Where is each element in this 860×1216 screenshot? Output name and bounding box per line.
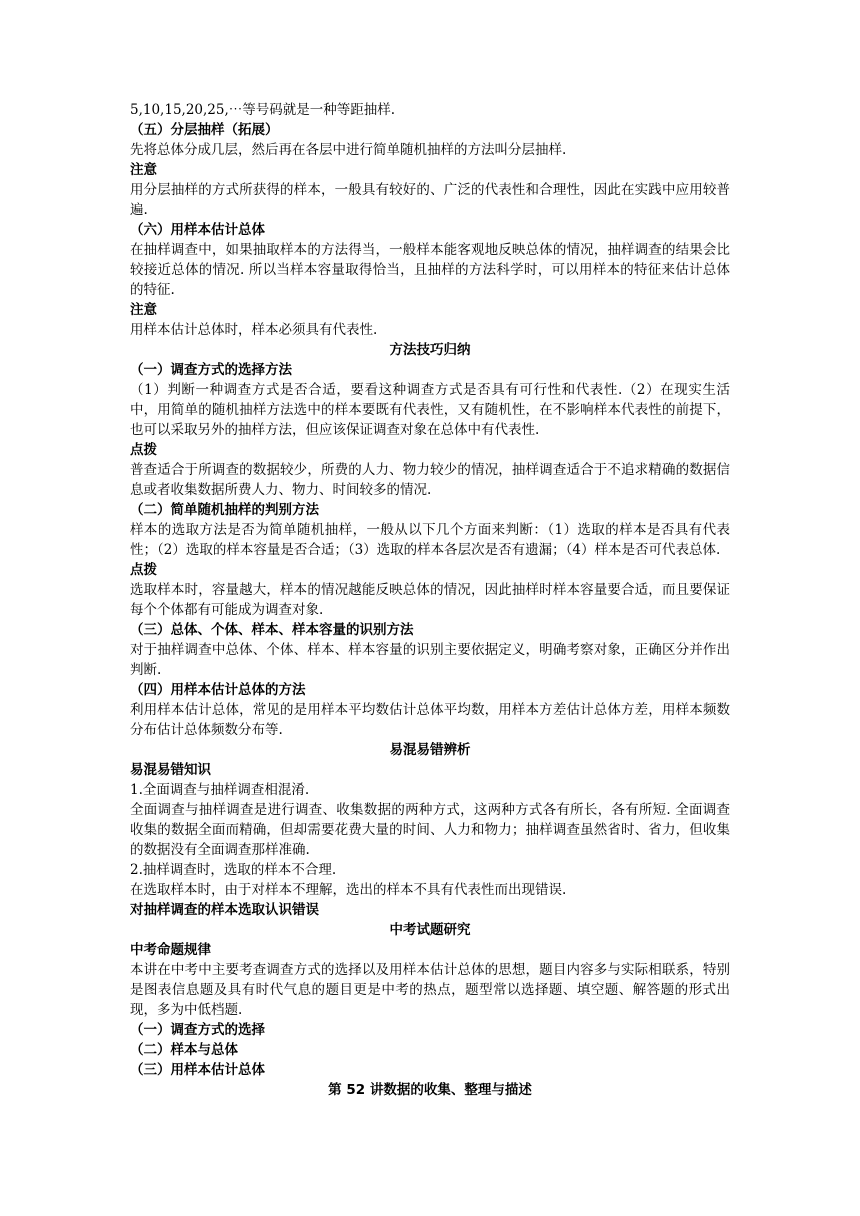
paragraph: 普查适合于所调查的数据较少，所费的人力、物力较少的情况，抽样调查适合于不追求精确的数据信息或者收集数据所费人力、物力、时间较多的情况. xyxy=(130,462,730,498)
paragraph: 在选取样本时，由于对样本不理解，选出的样本不具有代表性而出现错误. xyxy=(130,882,567,898)
paragraph: 全面调查与抽样调查是进行调查、收集数据的两种方式，这两种方式各有所长，各有所短. 全面调查收集的数据全面而精确，但却需要花费大量的时间、人力和物力；抽样调查虽然省时、省力，但收集的数据没有全面调查那样准确. xyxy=(130,802,730,858)
paragraph: 利用样本估计总体，常见的是用样本平均数估计总体平均数，用样本方差估计总体方差，用样本频数分布估计总体频数分布等. xyxy=(130,702,730,738)
heading: 点拨 xyxy=(130,442,157,458)
paragraph: 选取样本时，容量越大，样本的情况越能反映总体的情况，因此抽样时样本容量要合适，而且要保证每个个体都有可能成为调查对象. xyxy=(130,582,730,618)
section-title: 易混易错辨析 xyxy=(389,742,471,758)
paragraph: 在抽样调查中，如果抽取样本的方法得当，一般样本能客观地反映总体的情况，抽样调查的结果会比较接近总体的情况. 所以当样本容量取得恰当，且抽样的方法科学时，可以用样本的特征来估计总体的特征. xyxy=(130,242,730,298)
heading: 点拨 xyxy=(130,562,157,578)
section-title: 中考试题研究 xyxy=(389,922,471,938)
heading: （三）用样本估计总体 xyxy=(130,1062,265,1078)
paragraph: 用样本估计总体时，样本必须具有代表性. xyxy=(130,322,378,338)
heading: （二）简单随机抽样的判别方法 xyxy=(130,502,319,518)
section-title: 第 52 讲数据的收集、整理与描述 xyxy=(328,1082,532,1098)
heading: （五）分层抽样（拓展） xyxy=(130,122,279,138)
heading: 注意 xyxy=(130,302,157,318)
paragraph: （1）判断一种调查方式是否合适，要看这种调查方式是否具有可行性和代表性.（2）在现实生活中，用简单的随机抽样方法选中的样本要既有代表性，又有随机性，在不影响样本代表性的前提下，也可以采取另外的抽样方法，但应该保证调查对象在总体中有代表性. xyxy=(130,382,730,438)
heading: 易混易错知识 xyxy=(130,762,211,778)
paragraph: 2.抽样调查时，选取的样本不合理. xyxy=(130,862,337,878)
heading: 对抽样调查的样本选取认识错误 xyxy=(130,902,319,918)
paragraph: 本讲在中考中主要考查调查方式的选择以及用样本估计总体的思想，题目内容多与实际相联系，特别是图表信息题及具有时代气息的题目更是中考的热点，题型常以选择题、填空题、解答题的形式出现，多为中低档题. xyxy=(130,962,730,1018)
heading: （四）用样本估计总体的方法 xyxy=(130,682,306,698)
heading: （一）调查方式的选择 xyxy=(130,1022,265,1038)
paragraph: 5,10,15,20,25,⋯等号码就是一种等距抽样. xyxy=(130,102,396,118)
document-page xyxy=(130,100,730,1100)
heading: （六）用样本估计总体 xyxy=(130,222,265,238)
paragraph: 对于抽样调查中总体、个体、样本、样本容量的识别主要依据定义，明确考察对象，正确区分并作出判断. xyxy=(130,642,730,678)
heading: （二）样本与总体 xyxy=(130,1042,238,1058)
heading: 注意 xyxy=(130,162,157,178)
heading: （一）调查方式的选择方法 xyxy=(130,362,292,378)
paragraph: 1.全面调查与抽样调查相混淆. xyxy=(130,782,310,798)
heading: 中考命题规律 xyxy=(130,942,211,958)
section-title: 方法技巧归纳 xyxy=(389,342,471,358)
heading: （三）总体、个体、样本、样本容量的识别方法 xyxy=(130,622,414,638)
paragraph: 先将总体分成几层，然后再在各层中进行简单随机抽样的方法叫分层抽样. xyxy=(130,142,567,158)
paragraph: 用分层抽样的方式所获得的样本，一般具有较好的、广泛的代表性和合理性，因此在实践中应用较普遍. xyxy=(130,182,730,218)
paragraph: 样本的选取方法是否为简单随机抽样，一般从以下几个方面来判断：（1）选取的样本是否具有代表性；（2）选取的样本容量是否合适；（3）选取的样本各层次是否有遗漏；（4）样本是否可代表总体. xyxy=(130,522,730,558)
